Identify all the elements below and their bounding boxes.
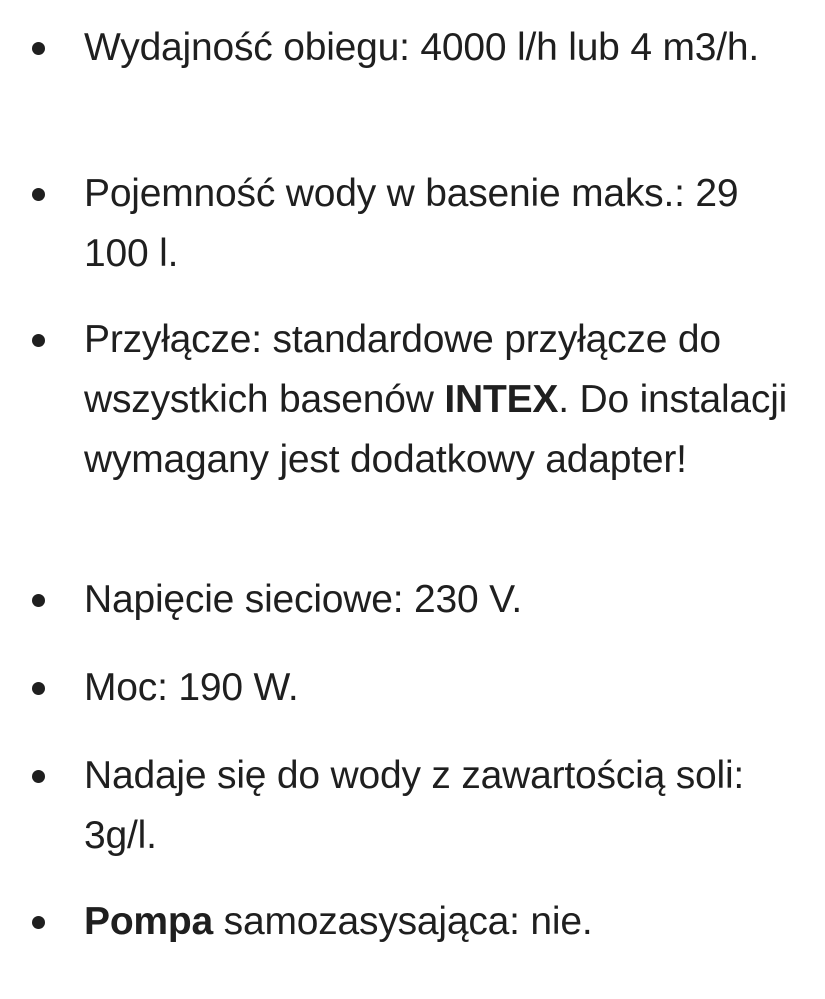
brand-name: INTEX xyxy=(444,378,559,421)
bullet-icon xyxy=(32,682,45,695)
spec-text: Wydajność obiegu: 4000 l/h lub 4 m3/h. xyxy=(84,26,759,69)
bullet-icon xyxy=(32,916,45,929)
spec-text: Nadaje się do wody z zawartością soli: 3g/l. xyxy=(84,754,745,857)
spec-term: Pompa xyxy=(84,900,214,943)
spec-text xyxy=(84,892,804,952)
bullet-icon xyxy=(32,770,45,783)
spec-text: Napięcie sieciowe: 230 V. xyxy=(84,578,522,621)
spec-text-post: . Do instalacji wymagany jest dodatkowy adapter! xyxy=(84,378,788,481)
spec-text xyxy=(84,310,804,490)
spec-text-post: samozasysająca: nie. xyxy=(213,900,593,943)
spec-text: Pojemność wody w basenie maks.: 29 100 l. xyxy=(84,172,739,275)
bullet-icon xyxy=(32,42,45,55)
spec-text: Moc: 190 W. xyxy=(84,666,299,709)
bullet-icon xyxy=(32,594,45,607)
bullet-icon xyxy=(32,334,45,347)
spec-text-pre: Przyłącze: standardowe przyłącze do wszystkich basenów xyxy=(84,318,721,421)
bullet-icon xyxy=(32,188,45,201)
